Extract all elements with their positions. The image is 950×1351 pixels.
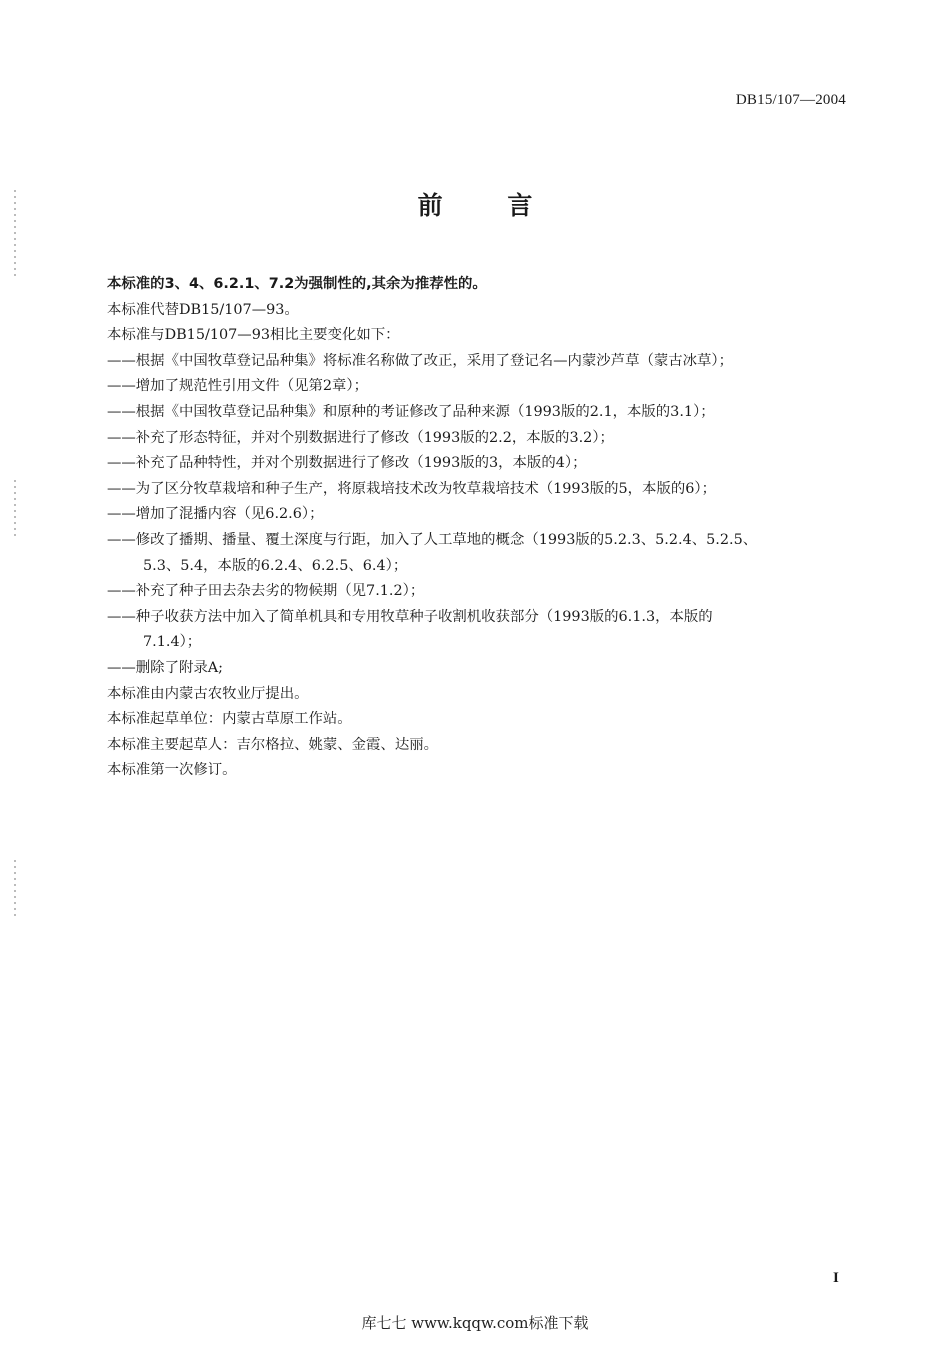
changes-intro: 本标准与DB15/107—93相比主要变化如下： [107,327,400,344]
change-item: ——删除了附录A; [107,659,223,676]
scan-edge-mark [14,190,16,280]
change-item: ——补充了形态特征，并对个别数据进行了修改（1993版的2.2，本版的3.2）； [107,429,614,446]
scan-edge-mark [14,860,16,920]
page-number: I [833,1270,839,1286]
change-item: ——种子收获方法中加入了简单机具和专用牧草种子收割机收获部分（1993版的6.1.3，本版的 [107,608,713,625]
change-item: ——根据《中国牧草登记品种集》和原种的考证修改了品种来源（1993版的2.1，本版的3.1）； [107,403,715,420]
mandatory-clause-statement: 本标准的3、4、6.2.1、7.2为强制性的,其余为推荐性的。 [107,276,487,292]
change-item: ——修改了播期、播量、覆土深度与行距，加入了人工草地的概念（1993版的5.2.3、5.2.4、5.2.5、 [107,531,758,548]
change-item: ——补充了品种特性，并对个别数据进行了修改（1993版的3，本版的4）； [107,455,587,472]
foreword-body [107,272,853,784]
change-item-continuation: 7.1.4）； [143,634,202,651]
replacement-statement: 本标准代替DB15/107—93。 [107,301,299,318]
scan-edge-mark [14,480,16,540]
drafters-statement: 本标准主要起草人：吉尔格拉、姚蒙、金霞、达丽。 [107,736,438,753]
change-item: ——增加了混播内容（见6.2.6）； [107,506,324,523]
document-code: DB15/107—2004 [735,92,846,108]
change-item: ——为了区分牧草栽培和种子生产，将原栽培技术改为牧草栽培技术（1993版的5，本版的6）； [107,480,716,497]
revision-statement: 本标准第一次修订。 [107,762,237,779]
change-item: ——补充了种子田去杂去劣的物候期（见7.1.2）； [107,583,425,600]
change-item: ——增加了规范性引用文件（见第2章）； [107,378,368,395]
change-item: ——根据《中国牧草登记品种集》将标准名称做了改正，采用了登记名—内蒙沙芦草（蒙古冰草）； [107,352,733,369]
drafting-unit-statement: 本标准起草单位：内蒙古草原工作站。 [107,711,352,728]
footer-watermark: 库七七 www.kqqw.com标准下载 [361,1314,589,1332]
change-item-continuation: 5.3、5.4，本版的6.2.4、6.2.5、6.4）； [143,557,408,574]
page-title: 前 言 [417,191,561,220]
proposer-statement: 本标准由内蒙古农牧业厅提出。 [107,685,309,702]
